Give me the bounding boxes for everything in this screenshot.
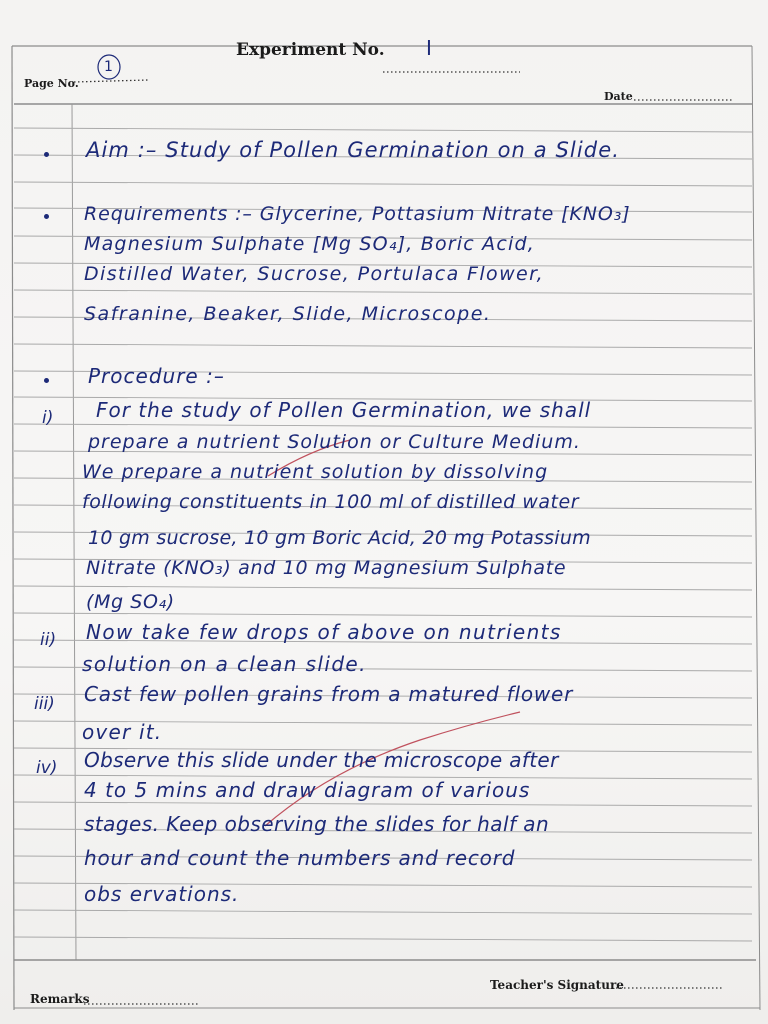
bullet-requirements [44, 214, 49, 219]
step-line: We prepare a nutrient solution by dissolving [82, 461, 549, 483]
date-label: Date [604, 90, 633, 103]
requirements-line: Safranine, Beaker, Slide, Microscope. [84, 303, 492, 325]
step-line: hour and count the numbers and record [84, 846, 516, 870]
aim-text: Aim :– Study of Pollen Germination on a Slide. [86, 138, 620, 162]
step-line: 4 to 5 mins and draw diagram of various [84, 778, 531, 802]
step-line: For the study of Pollen Germination, we shall [96, 398, 592, 422]
step-line: (Mg SO₄) [86, 591, 175, 613]
step-line: Now take few drops of above on nutrients [86, 620, 562, 644]
step-line: Observe this slide under the microscope after [84, 748, 559, 772]
step-line: prepare a nutrient Solution or Culture Medium. [88, 431, 581, 453]
step-number: iii) [34, 694, 55, 714]
step-line: following constituents in 100 ml of distilled water [82, 491, 580, 513]
remarks-label: Remarks [30, 992, 90, 1006]
step-line: solution on a clean slide. [82, 652, 367, 676]
step-line: obs ervations. [84, 882, 240, 906]
step-number: ii) [40, 630, 57, 650]
requirements-line: Magnesium Sulphate [Mg SO₄], Boric Acid, [84, 233, 535, 255]
bullet-aim [44, 152, 49, 157]
step-line: over it. [82, 720, 163, 744]
step-line: Nitrate (KNO₃) and 10 mg Magnesium Sulphate [86, 557, 567, 579]
page-number-value: 1 [104, 59, 114, 75]
bullet-procedure [44, 378, 49, 383]
experiment-label: Experiment No. [236, 40, 385, 60]
step-line: 10 gm sucrose, 10 gm Boric Acid, 20 mg Potassium [88, 527, 591, 549]
step-number: iv) [36, 758, 58, 778]
experiment-number: I [426, 36, 433, 60]
requirements-line: Distilled Water, Sucrose, Portulaca Flower, [84, 263, 545, 285]
procedure-heading: Procedure :– [88, 364, 225, 388]
page-number-label: Page No. [24, 77, 79, 90]
requirements-line: Requirements :– Glycerine, Pottasium Nitrate [KNO₃] [84, 203, 631, 225]
teacher-signature-label: Teacher's Signature [490, 978, 624, 992]
step-line: Cast few pollen grains from a matured flower [84, 682, 574, 706]
step-number: i) [42, 408, 54, 428]
step-line: stages. Keep observing the slides for half an [84, 812, 550, 836]
